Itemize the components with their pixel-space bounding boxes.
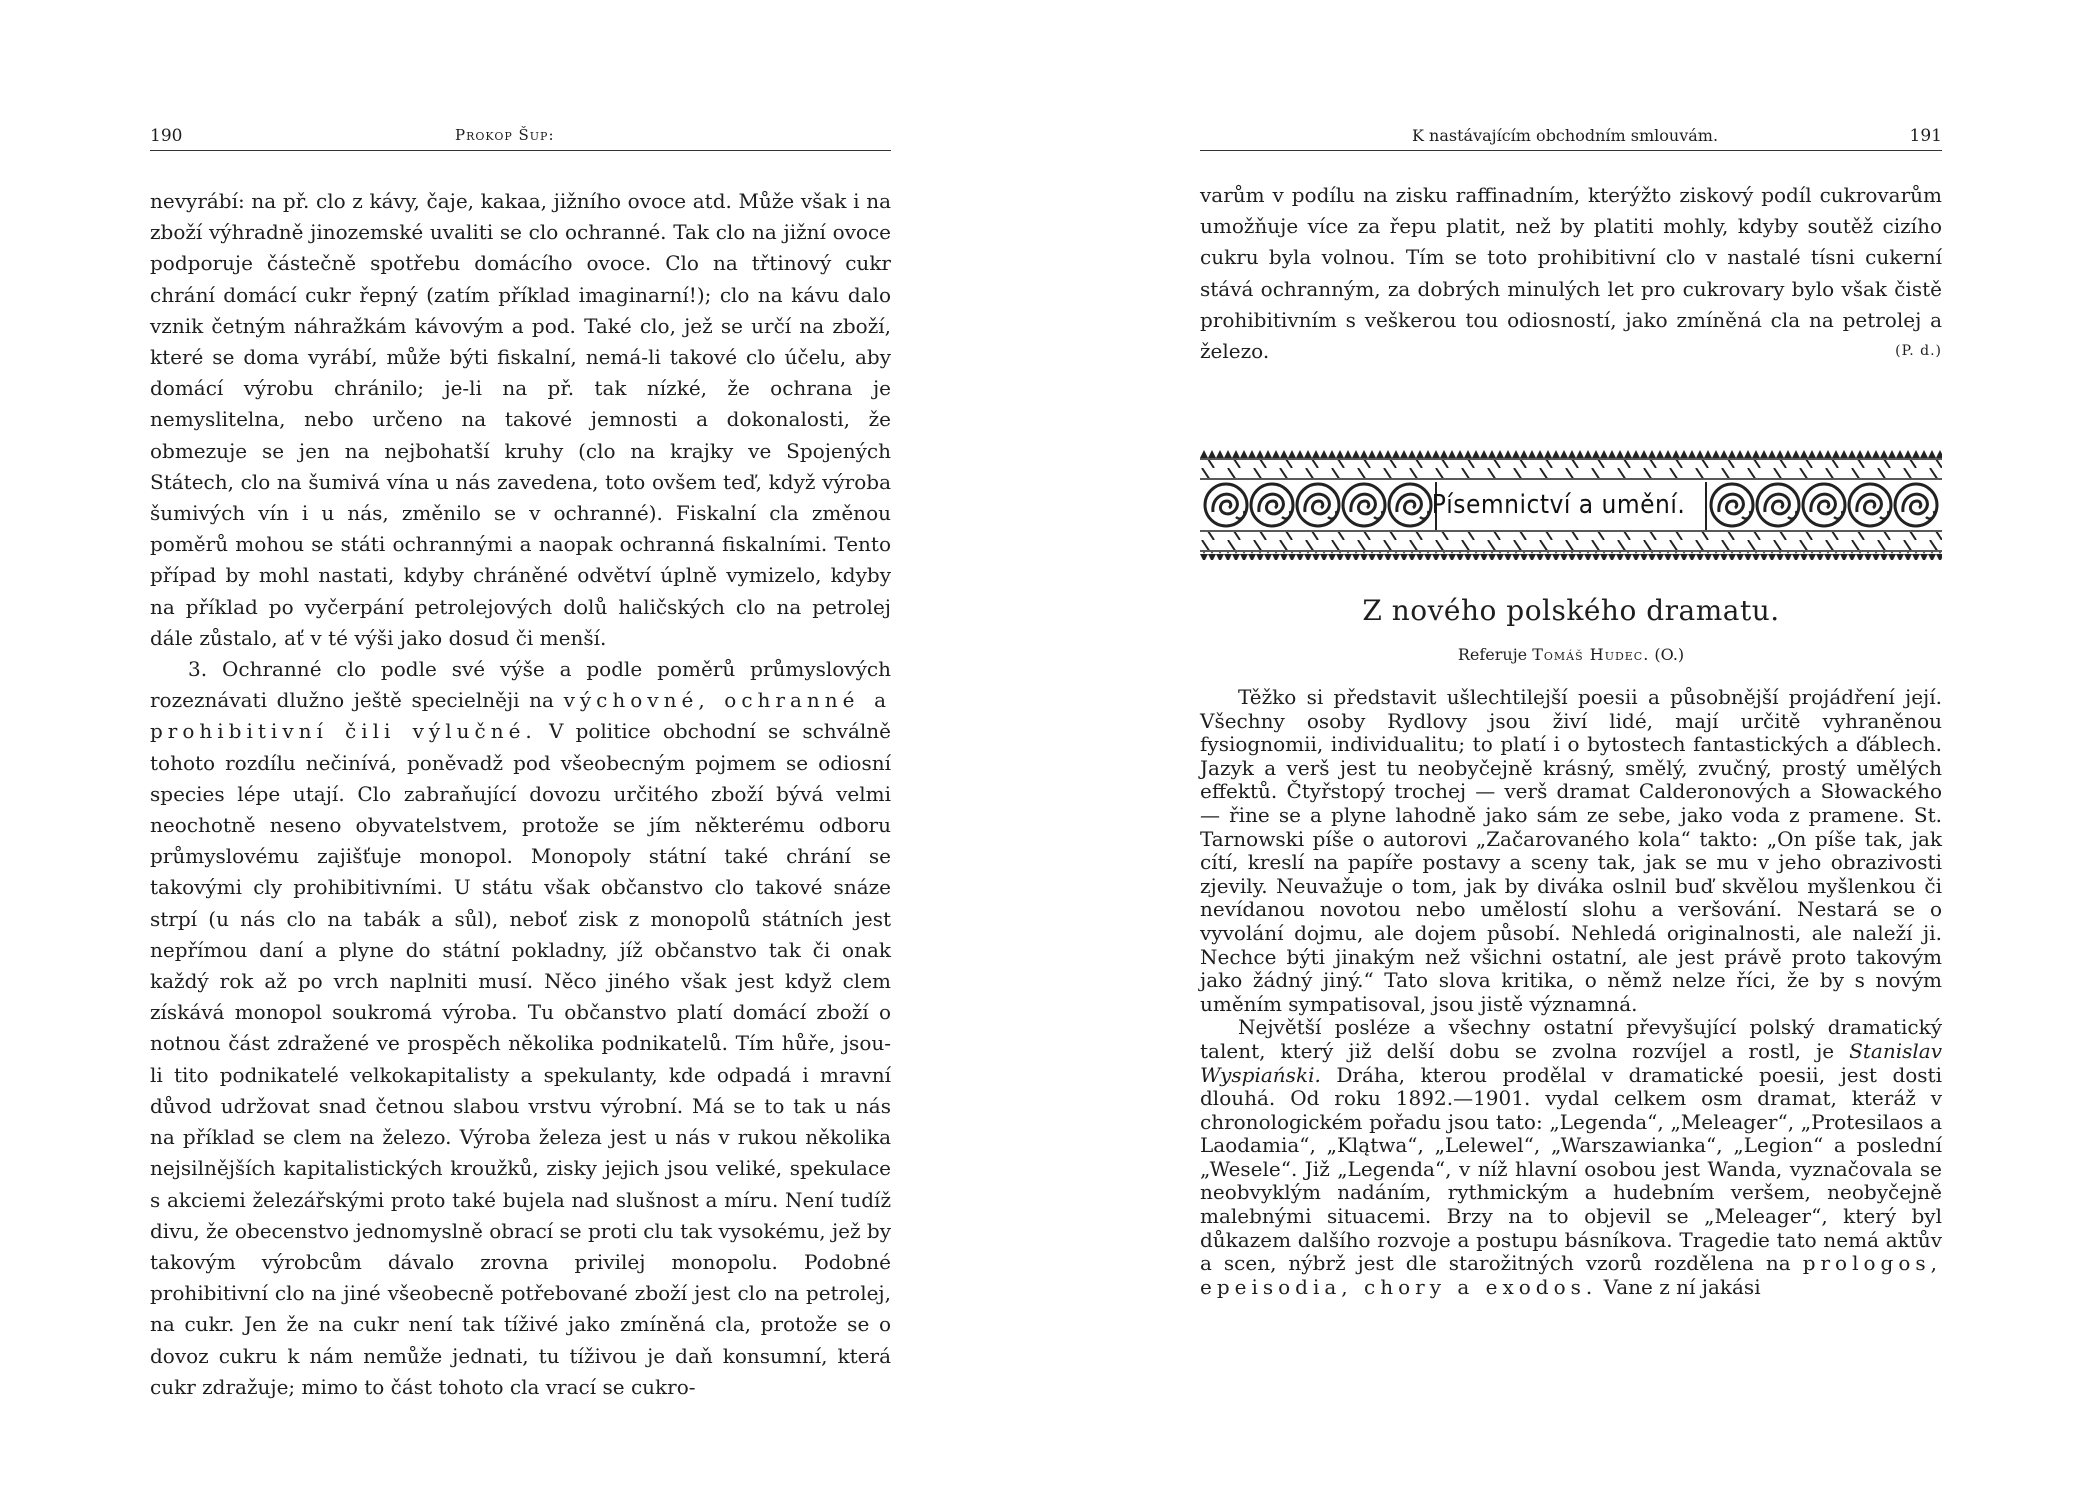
article-paragraph-2-part-c: Vane z ní jakási (1603, 1274, 1761, 1299)
left-running-title: Prokop Šup: (455, 126, 555, 144)
left-paragraph-2-part-a: 3. Ochranné clo podle své výše a podle poměrů průmyslových rozeznávati dlužno ještě specielněji na (150, 657, 891, 713)
left-page-number: 190 (150, 126, 183, 146)
right-top-text (1200, 180, 1942, 367)
right-article-text (1200, 686, 1942, 1299)
byline-prefix: Referuje (1457, 645, 1528, 664)
left-body-text (150, 186, 891, 1403)
right-header-rule (1200, 150, 1942, 151)
right-page (1039, 0, 2078, 1500)
right-top-paragraph-text: varům v podílu na zisku raffinadním, kterýžto ziskový podíl cukrovarům umožňuje více za řepu platit, než by platiti mohly, kdyby soutěž cizího cukru byla volnou. Tím se toto prohibitivní clo v nastalé tísni cukerní stává ochranným, za dobrých minulých let pro cukrovary bylo však čistě prohibitivním s veškerou tou odiosností, jako zmíněná cla na petrolej a železo. (1200, 183, 1942, 364)
left-paragraph-1: nevyrábí: na př. clo z kávy, čaje, kakaa, jižního ovoce atd. Může však i na zboží výhradně jinozemské uvaliti se clo ochranné. Tak clo na jižní ovoce podporuje částečně spotřebu domácího ovoce. Clo na třtinový cukr chrání domácí cukr řepný (zatím příklad imaginarní!); clo na kávu dalo vznik četným náhražkám kávovým a pod. Také clo, jež se určí na zboží, které se doma vyrábí, může býti fiskalní, nemá-li takové clo účelu, aby domácí výrobu chránilo; je-li na př. tak nízké, že ochrana je nemyslitelna, nebo určeno na takové jemnosti a dokonalosti, že obmezuje se jen na nejbohatší kruhy (clo na krajky ve Spojených Státech, clo na šumivá vína u nás zavedena, toto ovšem teď, když výroba šumivých vín i u nás, změnilo se v ochranné). Fiskalní cla změnou poměrů mohou se státi ochrannými a naopak ochranná fiskalními. Tento případ by mohl nastati, kdyby chráněné odvětví úplně vymizelo, kdyby na příklad po vyčerpání petrolejových dolů haličských clo na petrolej dále zůstalo, ať v té výši jako dosud či menší. (150, 189, 891, 650)
right-top-paragraph (1200, 180, 1942, 367)
left-paragraph-2 (150, 654, 891, 1403)
left-paragraph-2-part-b: V politice obchodní se schválně tohoto rozdílu nečinívá, poněvadž pod všeobecným pojmem se odiosní species lépe utají. Clo zabraňující dovozu určitého zboží bývá velmi neochotně neseno obyvatelstvem, protože se jím některému odboru průmyslovému zajišťuje monopol. Monopoly státní také chrání se takovými cly prohibitivními. U státu však občanstvo clo takové snáze strpí (u nás clo na tabák a sůl), neboť zisk z monopolů státních jest nepřímou daní a plyne do státní pokladny, jíž občanstvo tak či onak každý rok až po vrch naplniti musí. Něco jiného však jest když clem získává monopol soukromá výroba. Tu občanstvo platí domácí zboží o notnou část zdražené ve prospěch několika podnikatelů. Tím hůře, jsou-li tito podnikatelé velkokapitalisty a spekulanty, kde odpadá i mravní důvod udržovat snad četnou slabou vrstvu výrobní. Má se to tak u nás na příklad se clem na železo. Výroba železa jest u nás v rukou několika nejsilnějších kapitalistických kroužků, zisky jejich jsou veliké, spekulace s akciemi železářskými proto také bujela nad slušnost a míru. Není tudíž divu, že obecenstvo jednomyslně obrací se proti clu tak vysokému, jež by takovým výrobcům dávalo zrovna privilej monopolu. Podobné prohibitivní clo na jiné všeobecně potřebované zboží jest clo na petrolej, na cukr. Jen že na cukr není tak tíživé jako zmíněná cla, protože se o dovoz cukru k nám nemůže jednati, tu tíživou je daň konsumní, která cukr zdražuje; mimo to část tohoto cla vrací se cukro- (150, 719, 892, 1399)
section-title: Písemnictví a umění. (1431, 490, 1686, 520)
article-paragraph-1: Těžko si představit ušlechtilejší poesii a působnější projádření její. Všechny osoby Rydlovy jsou živí lidé, mají určitě vyhraněnou fysiognomii, individualitu; to platí i o bytostech fantastických a ďáblech. Jazyk a verš jest tu neobyčejně krásný, smělý, zvučný, prostý umělých effektů. Čtyřstopý trochej — verš dramat Calderonových a Słowackého — řine se a plyne lahodně jako sám ze sebe, jako voda z pramene. St. Tarnowski píše o autorovi „Začarovaného kola“ takto: „On píše tak, jak cítí, kreslí na papíře postavy a sceny tak, jak se mu v jeho obrazivosti zjevily. Neuvažuje o tom, jak by diváka oslnil buď skvělou myšlenkou či nevídanou novotou nebo umělostí slohu a veršování. Nestará se o vyvolání dojmu, ale dojem působí. Nehledá originalnosti, ale naleží ji. Nechce býti jinakým než všichni ostatní, ale jest právě proto takovým jako žádný jiný.“ Tato slova kritika, o němž nelze říci, že by s novým uměním sympatisoval, jsou jistě významná. (1200, 685, 1942, 1016)
right-page-number: 191 (1909, 126, 1942, 146)
right-running-title: K nastávajícím obchodním smlouvám. (1412, 126, 1719, 145)
signature: (P. d.) (1895, 343, 1942, 360)
article-paragraph-2-part-a: Největší posléze a všechny ostatní převyšující polský dramatický talent, který již delší dobu se zvolna rozvíjel a rostl, je (1200, 1015, 1942, 1063)
byline-suffix: (O.) (1654, 645, 1685, 664)
byline-author: Tomáš Hudec. (1532, 645, 1650, 664)
byline (1200, 645, 1942, 664)
article-paragraph-2 (1200, 1016, 1942, 1299)
article-paragraph-2-author-name: Stanislav Wyspiański. (1200, 1038, 1942, 1087)
article-paragraph-2-spaced: prologos, epeisodia, chory a exodos. (1200, 1251, 1942, 1299)
article-title: Z nového polského dramatu. (1362, 594, 1780, 627)
left-header-rule (150, 150, 891, 151)
left-paragraph-2-spaced: výchovné, ochranné a prohibitivní čili výlučné. (150, 688, 892, 744)
article-paragraph-2-part-b: Dráha, kterou prodělal v dramatické poesii, jest dosti dlouhá. Od roku 1892.—1901. vydal celkem osm dramat, kteráž v chronologickém pořadu jsou tato: „Legenda“, „Meleager“, „Protesilaos a Laodamia“, „Klątwa“, „Lelewel“, „Warszawianka“, „Legion“ a poslední „Wesele“. Již „Legenda“, v níž hlavní osobou jest Wanda, vyznačovala se neobvyklým nadáním, rythmickým a hudebním veršem, neobyčejně malebnými situacemi. Brzy na to objevil se „Meleager“, který byl důkazem dalšího rozvoje a postupu básníkova. Tragedie tato nemá aktův a scen, nýbrž jest dle starožitných vzorů rozdělena na (1200, 1062, 1942, 1276)
